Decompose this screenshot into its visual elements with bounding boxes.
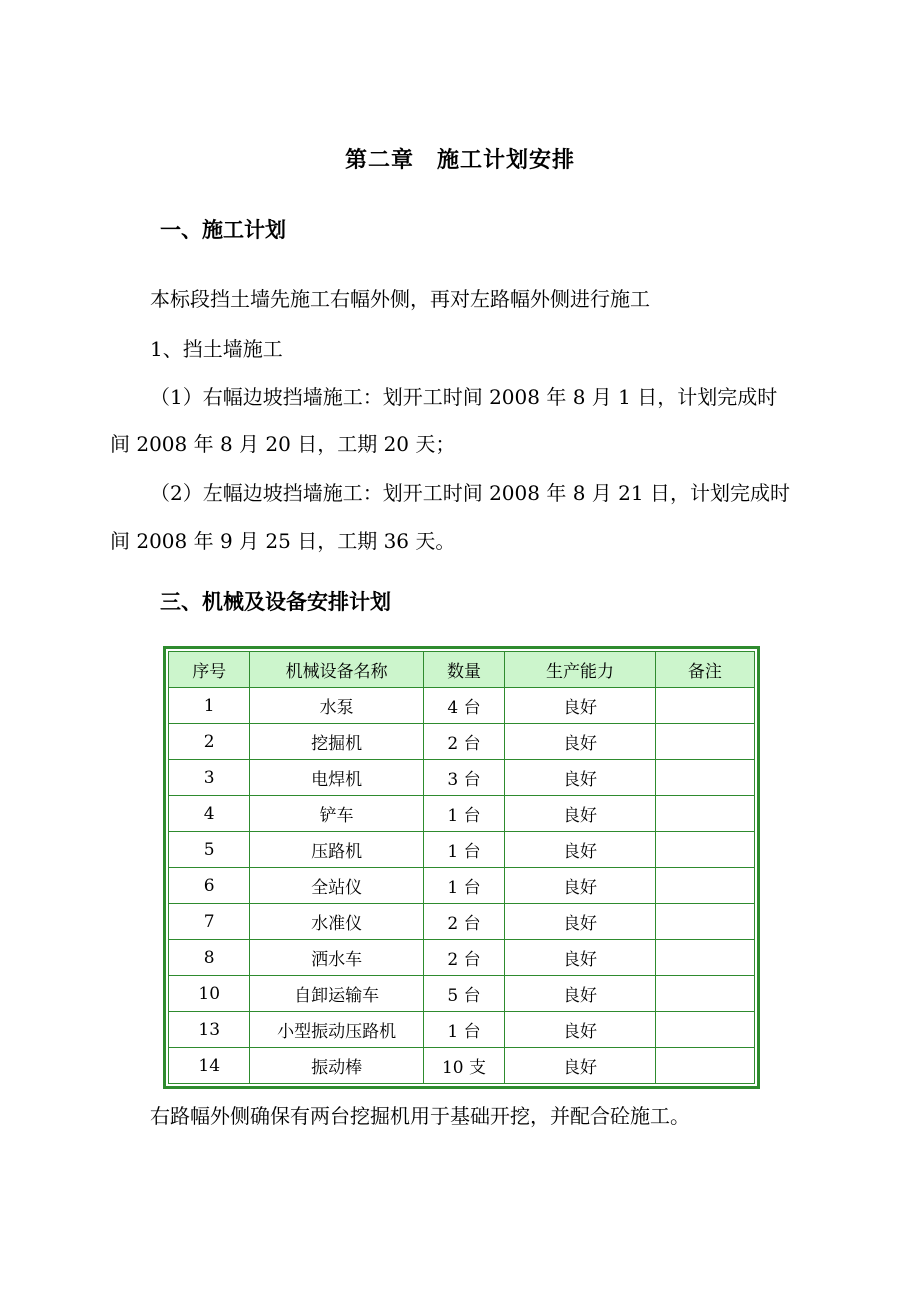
table-row — [169, 1048, 755, 1084]
cell-quantity: 2 台 — [423, 724, 504, 760]
cell-remarks — [655, 760, 754, 796]
cell-capacity: 良好 — [505, 796, 656, 832]
cell-quantity: 4 台 — [423, 688, 504, 724]
cell-remarks — [655, 724, 754, 760]
cell-remarks — [655, 832, 754, 868]
cell-remarks — [655, 796, 754, 832]
cell-quantity: 1 台 — [423, 868, 504, 904]
cell-capacity: 良好 — [505, 724, 656, 760]
table-row — [169, 976, 755, 1012]
table-row — [169, 940, 755, 976]
cell-capacity: 良好 — [505, 760, 656, 796]
cell-quantity: 10 支 — [423, 1048, 504, 1084]
table-row — [169, 760, 755, 796]
cell-index: 10 — [169, 976, 250, 1012]
cell-capacity: 良好 — [505, 688, 656, 724]
section-heading-plan: 一、施工计划 — [160, 218, 286, 242]
cell-equipment-name: 小型振动压路机 — [250, 1012, 423, 1048]
cell-index: 2 — [169, 724, 250, 760]
footer-note: 右路幅外侧确保有两台挖掘机用于基础开挖，并配合砼施工。 — [150, 1104, 690, 1128]
subheading-retaining-wall: 1、挡土墙施工 — [150, 337, 283, 361]
table-row — [169, 688, 755, 724]
cell-quantity: 2 台 — [423, 940, 504, 976]
cell-quantity: 1 台 — [423, 796, 504, 832]
chapter-title: 第二章 施工计划安排 — [344, 148, 575, 173]
item1-line2: 间 2008 年 8 月 20 日，工期 20 天； — [110, 432, 456, 456]
header-quantity: 数量 — [423, 652, 504, 688]
table-row — [169, 796, 755, 832]
cell-equipment-name: 振动棒 — [250, 1048, 423, 1084]
cell-remarks — [655, 868, 754, 904]
cell-capacity: 良好 — [505, 1012, 656, 1048]
cell-equipment-name: 自卸运输车 — [250, 976, 423, 1012]
cell-equipment-name: 水准仪 — [250, 904, 423, 940]
cell-equipment-name: 洒水车 — [250, 940, 423, 976]
cell-index: 13 — [169, 1012, 250, 1048]
cell-capacity: 良好 — [505, 868, 656, 904]
cell-equipment-name: 压路机 — [250, 832, 423, 868]
cell-remarks — [655, 1012, 754, 1048]
cell-remarks — [655, 688, 754, 724]
cell-remarks — [655, 1048, 754, 1084]
cell-equipment-name: 铲车 — [250, 796, 423, 832]
cell-index: 3 — [169, 760, 250, 796]
table-row — [169, 832, 755, 868]
table-row — [169, 1012, 755, 1048]
header-index: 序号 — [169, 652, 250, 688]
table-row — [169, 724, 755, 760]
cell-index: 4 — [169, 796, 250, 832]
cell-quantity: 1 台 — [423, 1012, 504, 1048]
cell-index: 1 — [169, 688, 250, 724]
cell-index: 6 — [169, 868, 250, 904]
cell-capacity: 良好 — [505, 1048, 656, 1084]
cell-equipment-name: 水泵 — [250, 688, 423, 724]
header-capacity: 生产能力 — [505, 652, 656, 688]
table-row — [169, 868, 755, 904]
cell-quantity: 3 台 — [423, 760, 504, 796]
cell-capacity: 良好 — [505, 904, 656, 940]
cell-remarks — [655, 940, 754, 976]
cell-index: 5 — [169, 832, 250, 868]
intro-paragraph: 本标段挡土墙先施工右幅外侧，再对左路幅外侧进行施工 — [150, 287, 650, 311]
equipment-table — [168, 651, 755, 1084]
equipment-table-frame — [163, 646, 760, 1089]
section-heading-equipment: 三、机械及设备安排计划 — [160, 590, 391, 614]
cell-quantity: 2 台 — [423, 904, 504, 940]
cell-capacity: 良好 — [505, 832, 656, 868]
cell-capacity: 良好 — [505, 940, 656, 976]
cell-equipment-name: 挖掘机 — [250, 724, 423, 760]
cell-remarks — [655, 904, 754, 940]
cell-index: 8 — [169, 940, 250, 976]
item1-line1: （1）右幅边坡挡墙施工：划开工时间 2008 年 8 月 1 日，计划完成时 — [150, 385, 778, 409]
header-remarks: 备注 — [655, 652, 754, 688]
cell-equipment-name: 全站仪 — [250, 868, 423, 904]
cell-capacity: 良好 — [505, 976, 656, 1012]
table-row — [169, 904, 755, 940]
cell-index: 7 — [169, 904, 250, 940]
table-header-row — [169, 652, 755, 688]
cell-index: 14 — [169, 1048, 250, 1084]
cell-quantity: 5 台 — [423, 976, 504, 1012]
header-equipment-name: 机械设备名称 — [250, 652, 423, 688]
item2-line1: （2）左幅边坡挡墙施工：划开工时间 2008 年 8 月 21 日，计划完成时 — [150, 481, 790, 505]
cell-quantity: 1 台 — [423, 832, 504, 868]
cell-equipment-name: 电焊机 — [250, 760, 423, 796]
item2-line2: 间 2008 年 9 月 25 日，工期 36 天。 — [110, 529, 456, 553]
cell-remarks — [655, 976, 754, 1012]
